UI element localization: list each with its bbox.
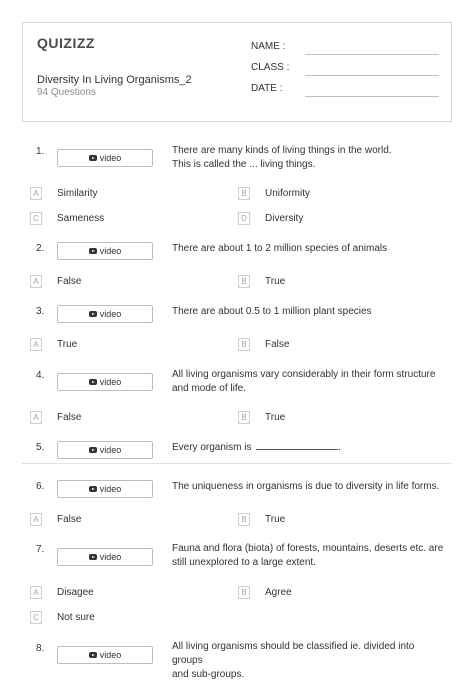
- option-a-box[interactable]: A: [30, 338, 42, 351]
- option-b-text: True: [265, 412, 286, 423]
- question-text: [172, 144, 447, 172]
- question-text: [172, 441, 447, 455]
- option-a-box[interactable]: A: [30, 411, 42, 424]
- question-text: [172, 480, 447, 494]
- question-number: 6.: [36, 481, 45, 492]
- video-label: video: [99, 153, 122, 163]
- option-a-text: False: [57, 276, 82, 287]
- worksheet-title: Diversity In Living Organisms_2: [37, 74, 192, 86]
- option-a-text: False: [57, 514, 82, 525]
- date-field[interactable]: [251, 83, 439, 97]
- video-label: video: [99, 650, 122, 660]
- question-line: This is called the ... living things.: [172, 159, 316, 170]
- answer-blank[interactable]: [256, 442, 338, 450]
- quizizz-logo: QUIZIZZ: [37, 35, 95, 51]
- video-label: video: [99, 246, 122, 256]
- play-icon: [89, 155, 97, 161]
- video-label: video: [99, 309, 122, 319]
- date-label: DATE :: [251, 83, 283, 94]
- option-b-box[interactable]: B: [238, 275, 250, 288]
- option-b-box[interactable]: B: [238, 586, 250, 599]
- play-icon: [89, 486, 97, 492]
- date-line: [305, 96, 439, 97]
- question-line: and sub-groups.: [172, 669, 245, 680]
- question-number: 5.: [36, 442, 45, 453]
- class-line: [305, 75, 439, 76]
- video-button[interactable]: [57, 373, 153, 391]
- option-a-box[interactable]: A: [30, 586, 42, 599]
- play-icon: [89, 447, 97, 453]
- question-text: [172, 305, 447, 319]
- video-button[interactable]: [57, 242, 153, 260]
- option-b-box[interactable]: B: [238, 411, 250, 424]
- question-text: [172, 242, 447, 256]
- option-b-box[interactable]: B: [238, 338, 250, 351]
- option-b-text: True: [265, 514, 286, 525]
- play-icon: [89, 554, 97, 560]
- option-c-text: Not sure: [57, 612, 95, 623]
- option-d-box[interactable]: D: [238, 212, 250, 225]
- option-c-box[interactable]: C: [30, 212, 42, 225]
- option-a-box[interactable]: A: [30, 275, 42, 288]
- video-button[interactable]: [57, 305, 153, 323]
- play-icon: [89, 652, 97, 658]
- question-text: [172, 368, 447, 396]
- name-field[interactable]: [251, 41, 439, 55]
- question-number: 1.: [36, 146, 45, 157]
- question-number: 7.: [36, 544, 45, 555]
- question-line: still unexplored to a large extent.: [172, 557, 316, 568]
- name-line: [305, 54, 439, 55]
- worksheet-header: [22, 22, 452, 122]
- video-button[interactable]: [57, 149, 153, 167]
- option-b-text: Uniformity: [265, 188, 311, 199]
- video-button[interactable]: [57, 480, 153, 498]
- question-number: 3.: [36, 306, 45, 317]
- name-label: NAME :: [251, 41, 286, 52]
- question-number: 8.: [36, 643, 45, 654]
- option-d-text: Diversity: [265, 213, 304, 224]
- question-line: The uniqueness in organisms is due to diversity in life forms.: [172, 481, 440, 492]
- question-number: 2.: [36, 243, 45, 254]
- play-icon: [89, 311, 97, 317]
- option-b-text: Agree: [265, 587, 292, 598]
- video-label: video: [99, 552, 122, 562]
- question-text: [172, 542, 447, 570]
- class-field[interactable]: [251, 62, 439, 76]
- question-line: There are about 1 to 2 million species of animals: [172, 243, 388, 254]
- video-button[interactable]: [57, 646, 153, 664]
- class-label: CLASS :: [251, 62, 290, 73]
- video-button[interactable]: [57, 548, 153, 566]
- question-line: All living organisms should be classified ie. divided into groups: [172, 641, 415, 666]
- question-line: and mode of life.: [172, 383, 246, 394]
- question-number: 4.: [36, 370, 45, 381]
- option-b-text: True: [265, 276, 286, 287]
- section-divider: [22, 463, 452, 464]
- video-label: video: [99, 484, 122, 494]
- play-icon: [89, 379, 97, 385]
- option-a-box[interactable]: A: [30, 187, 42, 200]
- play-icon: [89, 248, 97, 254]
- video-button[interactable]: [57, 441, 153, 459]
- option-a-box[interactable]: A: [30, 513, 42, 526]
- question-line: Fauna and flora (biota) of forests, mountains, deserts etc. are: [172, 543, 444, 554]
- option-b-text: False: [265, 339, 290, 350]
- video-label: video: [99, 445, 122, 455]
- question-count: 94 Questions: [37, 87, 96, 98]
- option-a-text: True: [57, 339, 78, 350]
- option-b-box[interactable]: B: [238, 513, 250, 526]
- video-label: video: [99, 377, 122, 387]
- question-punctuation: .: [338, 442, 342, 453]
- question-line: Every organism is: [172, 442, 252, 453]
- question-line: There are many kinds of living things in the world.: [172, 145, 392, 156]
- option-a-text: Disagee: [57, 587, 94, 598]
- option-a-text: Similarity: [57, 188, 98, 199]
- option-a-text: False: [57, 412, 82, 423]
- question-text: [172, 640, 447, 682]
- question-line: There are about 0.5 to 1 million plant species: [172, 306, 372, 317]
- option-c-box[interactable]: C: [30, 611, 42, 624]
- option-c-text: Sameness: [57, 213, 105, 224]
- option-b-box[interactable]: B: [238, 187, 250, 200]
- question-line: All living organisms vary considerably in their form structure: [172, 369, 436, 380]
